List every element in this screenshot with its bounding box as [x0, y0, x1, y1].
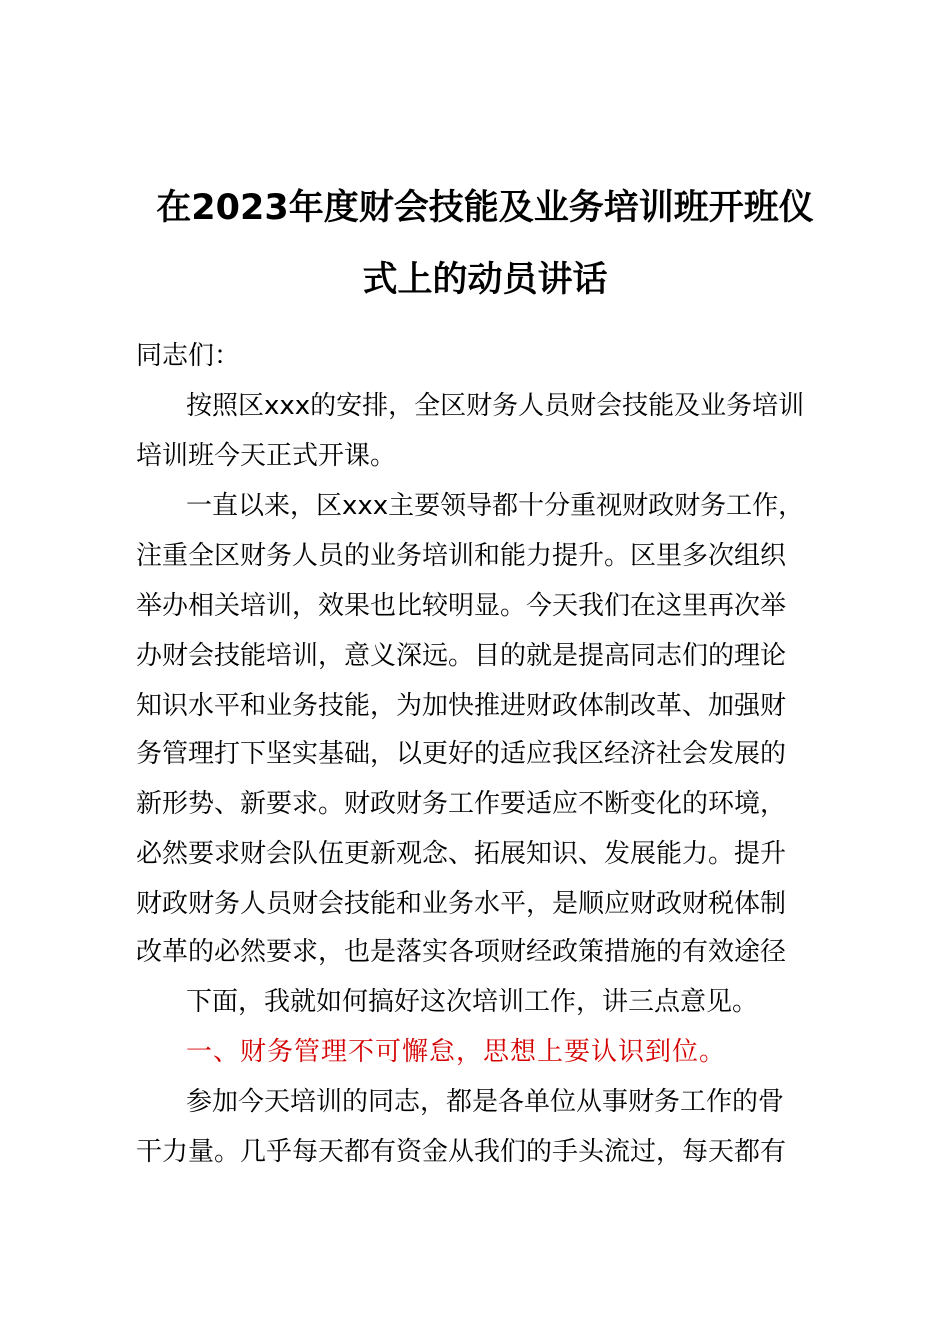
document-title-line-1: 在2023年度财会技能及业务培训班开班仪 — [156, 188, 814, 228]
paragraph-line: 举办相关培训，效果也比较明显。今天我们在这里再次举 — [136, 591, 787, 621]
paragraph-line: 改革的必然要求，也是落实各项财经政策措施的有效途径 — [136, 937, 787, 967]
paragraph-line: 务管理打下坚实基础，以更好的适应我区经济社会发展的 — [136, 739, 787, 769]
paragraph-line: 一直以来，区xxx主要领导都十分重视财政财务工作， — [186, 491, 805, 521]
paragraph-line: 知识水平和业务技能，为加快推进财政体制改革、加强财 — [136, 691, 787, 721]
paragraph-line: 干力量。几乎每天都有资金从我们的手头流过，每天都有 — [136, 1137, 787, 1167]
section-heading: 一、财务管理不可懈怠，思想上要认识到位。 — [186, 1037, 727, 1067]
paragraph-line: 按照区xxx的安排，全区财务人员财会技能及业务培训 — [186, 391, 805, 421]
paragraph-line: 培训班今天正式开课。 — [136, 441, 397, 471]
paragraph-line: 必然要求财会队伍更新观念、拓展知识、发展能力。提升 — [136, 839, 787, 869]
paragraph-line: 下面，我就如何搞好这次培训工作，讲三点意见。 — [186, 987, 759, 1017]
paragraph-line: 办财会技能培训，意义深远。目的就是提高同志们的理论 — [136, 641, 787, 671]
paragraph-line: 新形势、新要求。财政财务工作要适应不断变化的环境， — [136, 789, 787, 819]
paragraph-line: 注重全区财务人员的业务培训和能力提升。区里多次组织 — [136, 541, 787, 571]
paragraph-line: 参加今天培训的同志，都是各单位从事财务工作的骨 — [186, 1087, 785, 1117]
document-title-line-2: 式上的动员讲话 — [362, 260, 608, 300]
greeting: 同志们： — [136, 341, 241, 371]
paragraph-line: 财政财务人员财会技能和业务水平，是顺应财政财税体制 — [136, 889, 787, 919]
